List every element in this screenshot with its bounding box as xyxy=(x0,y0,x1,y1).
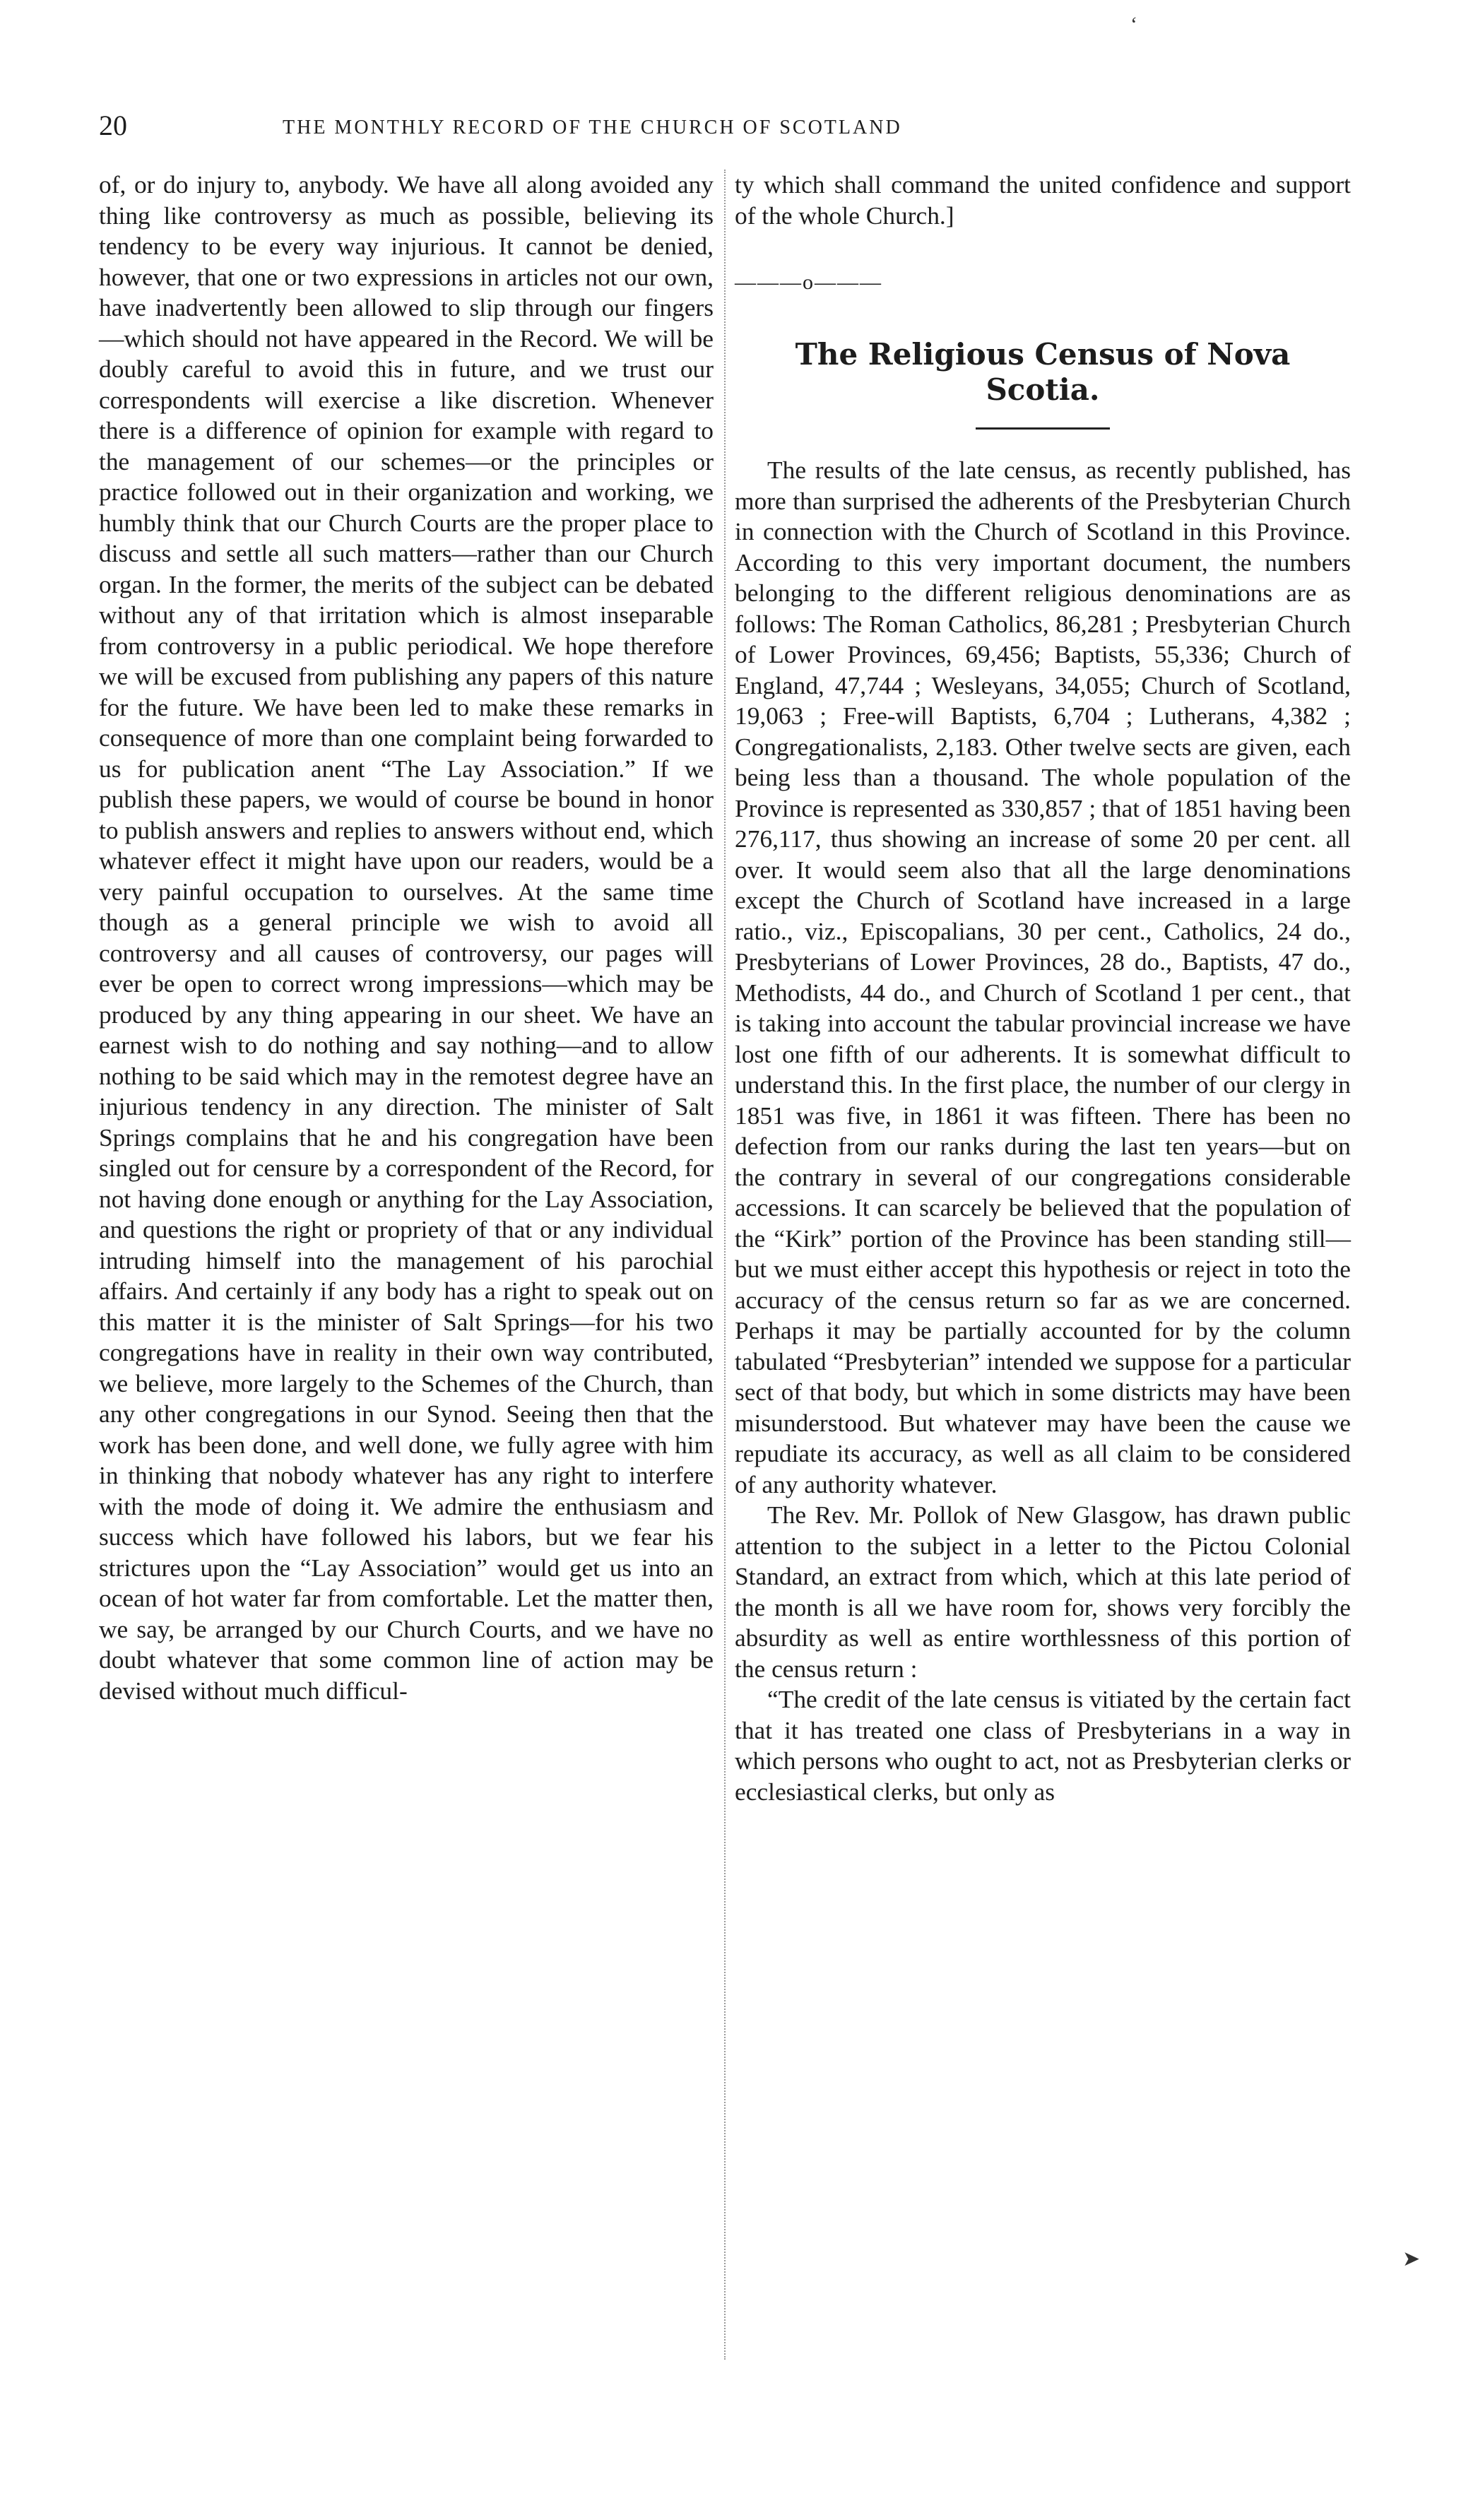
article-paragraph-3: “The credit of the late census is vitiated by the certain fact that it has treated one class of Presbyterians in a way in which persons who ought to act, not as Presbyterian clerks or ecclesiastical clerks, but only as xyxy=(735,1685,1351,1806)
margin-arrow-mark: ➤ xyxy=(1402,2247,1421,2271)
title-rule xyxy=(976,427,1110,430)
column-divider xyxy=(724,170,726,2360)
page-number: 20 xyxy=(99,110,127,141)
left-column xyxy=(99,170,714,1706)
continued-paragraph: ty which shall command the united confidence and support of the whole Church.] xyxy=(735,170,1351,230)
left-paragraph: of, or do injury to, anybody. We have all along avoided any thing like controversy as much as possible, believing its tendency to be every way injurious. It cannot be denied, however, that one or two expressions in articles not our own, have inadvertently been allowed to slip through our fingers—which should not have appeared in the Record. We will be doubly careful to avoid this in future, and we trust our correspondents will exercise a like discretion. Whenever there is a difference of opinion for example with regard to the management of our schemes—or the principles or practice followed out in their organization and working, we humbly think that our Church Courts are the proper place to discuss and settle all such matters—rather than our Church organ. In the former, the merits of the subject can be debated without any of that irritation which is almost inseparable from controversy in a public periodical. We hope therefore we will be excused from publishing any papers of this nature for the future. We have been led to make these remarks in consequence of more than one complaint being forwarded to us for publication anent “The Lay Association.” If we publish these papers, we would of course be bound in honor to publish answers and replies to answers without end, which whatever effect it might have upon our readers, would be a very painful occupation to ourselves. At the same time though as a general principle we wish to avoid all controversy and all causes of controversy, our pages will ever be open to correct wrong impressions—which may be produced by any thing appearing in our sheet. We have an earnest wish to do nothing and say nothing—and to allow nothing to be said which may in the remotest degree have an injurious tendency in any direction. The minister of Salt Springs complains that he and his congregation have been singled out for censure by a correspondent of the Record, for not having done enough or anything for the Lay Association, and questions the right or propriety of that or any individual intruding himself into the management of his parochial affairs. And certainly if any body has a right to speak out on this matter it is the minister of Salt Springs—for his two congregations have in reality in their own way contributed, we believe, more largely to the Schemes of the Church, than any other congregations in our Synod. Seeing then that the work has been done, and well done, we fully agree with him in thinking that nobody whatever has any right to interfere with the mode of doing it. We admire the enthusiasm and success which have followed his labors, but we fear his strictures upon the “Lay Association” would get us into an ocean of hot water far from comfortable. Let the matter then, we say, be arranged by our Church Courts, and we have no doubt whatever that some common line of action may be devised without much difficul- xyxy=(99,170,714,1705)
article-paragraph-1: The results of the late census, as recently published, has more than surprised the adherents of the Presbyterian Church in connection with the Church of Scotland in this Province. According to this very important document, the numbers belonging to the different religious denominations are as follows: The Roman Catholics, 86,281 ; Presbyterian Church of Lower Provinces, 69,456; Baptists, 55,336; Church of England, 47,744 ; Wesleyans, 34,055; Church of Scotland, 19,063 ; Free-will Baptists, 6,704 ; Lutherans, 4,382 ; Congregationalists, 2,183. Other twelve sects are given, each being less than a thousand. The whole population of the Province is represented as 330,857 ; that of 1851 having been 276,117, thus showing an increase of some 20 per cent. all over. It would seem also that all the large denominations except the Church of Scotland have increased in a large ratio., viz., Episcopalians, 30 per cent., Catholics, 24 do., Presbyterians of Lower Provinces, 28 do., Baptists, 47 do., Methodists, 44 do., and Church of Scotland 1 per cent., that is taking into account the tabular provincial increase we have lost one fifth of our adherents. It is somewhat difficult to understand this. In the first place, the number of our clergy in 1851 was five, in 1861 it was fifteen. There has been no defection from our ranks during the last ten years—but on the contrary in several of our congregations considerable accessions. It can scarcely be believed that the population of the “Kirk” portion of the Province has been standing still—but we must either accept this hypothesis or reject in toto the accuracy of the census return so far as we are concerned. Perhaps it may be partially accounted for by the column tabulated “Presbyterian” intended we suppose for a particular sect of that body, but which in some districts may have been misunderstood. But whatever may have been the cause we repudiate its accuracy, as well as all claim to be considered of any authority whatever. xyxy=(735,456,1351,1498)
article-title: The Religious Census of Nova Scotia. xyxy=(795,337,1291,407)
section-separator: ———o——— xyxy=(735,271,882,294)
right-column xyxy=(735,170,1351,1807)
margin-speck: ‘ xyxy=(1130,13,1137,36)
running-head: THE MONTHLY RECORD OF THE CHURCH OF SCOTLAND xyxy=(283,117,902,138)
article-paragraph-2: The Rev. Mr. Pollok of New Glasgow, has drawn public attention to the subject in a letter to the Pictou Colonial Standard, an extract from which, which at this late period of the month is all we have room for, shows very forcibly the absurdity as well as entire worthlessness of this portion of the census return : xyxy=(735,1501,1351,1683)
